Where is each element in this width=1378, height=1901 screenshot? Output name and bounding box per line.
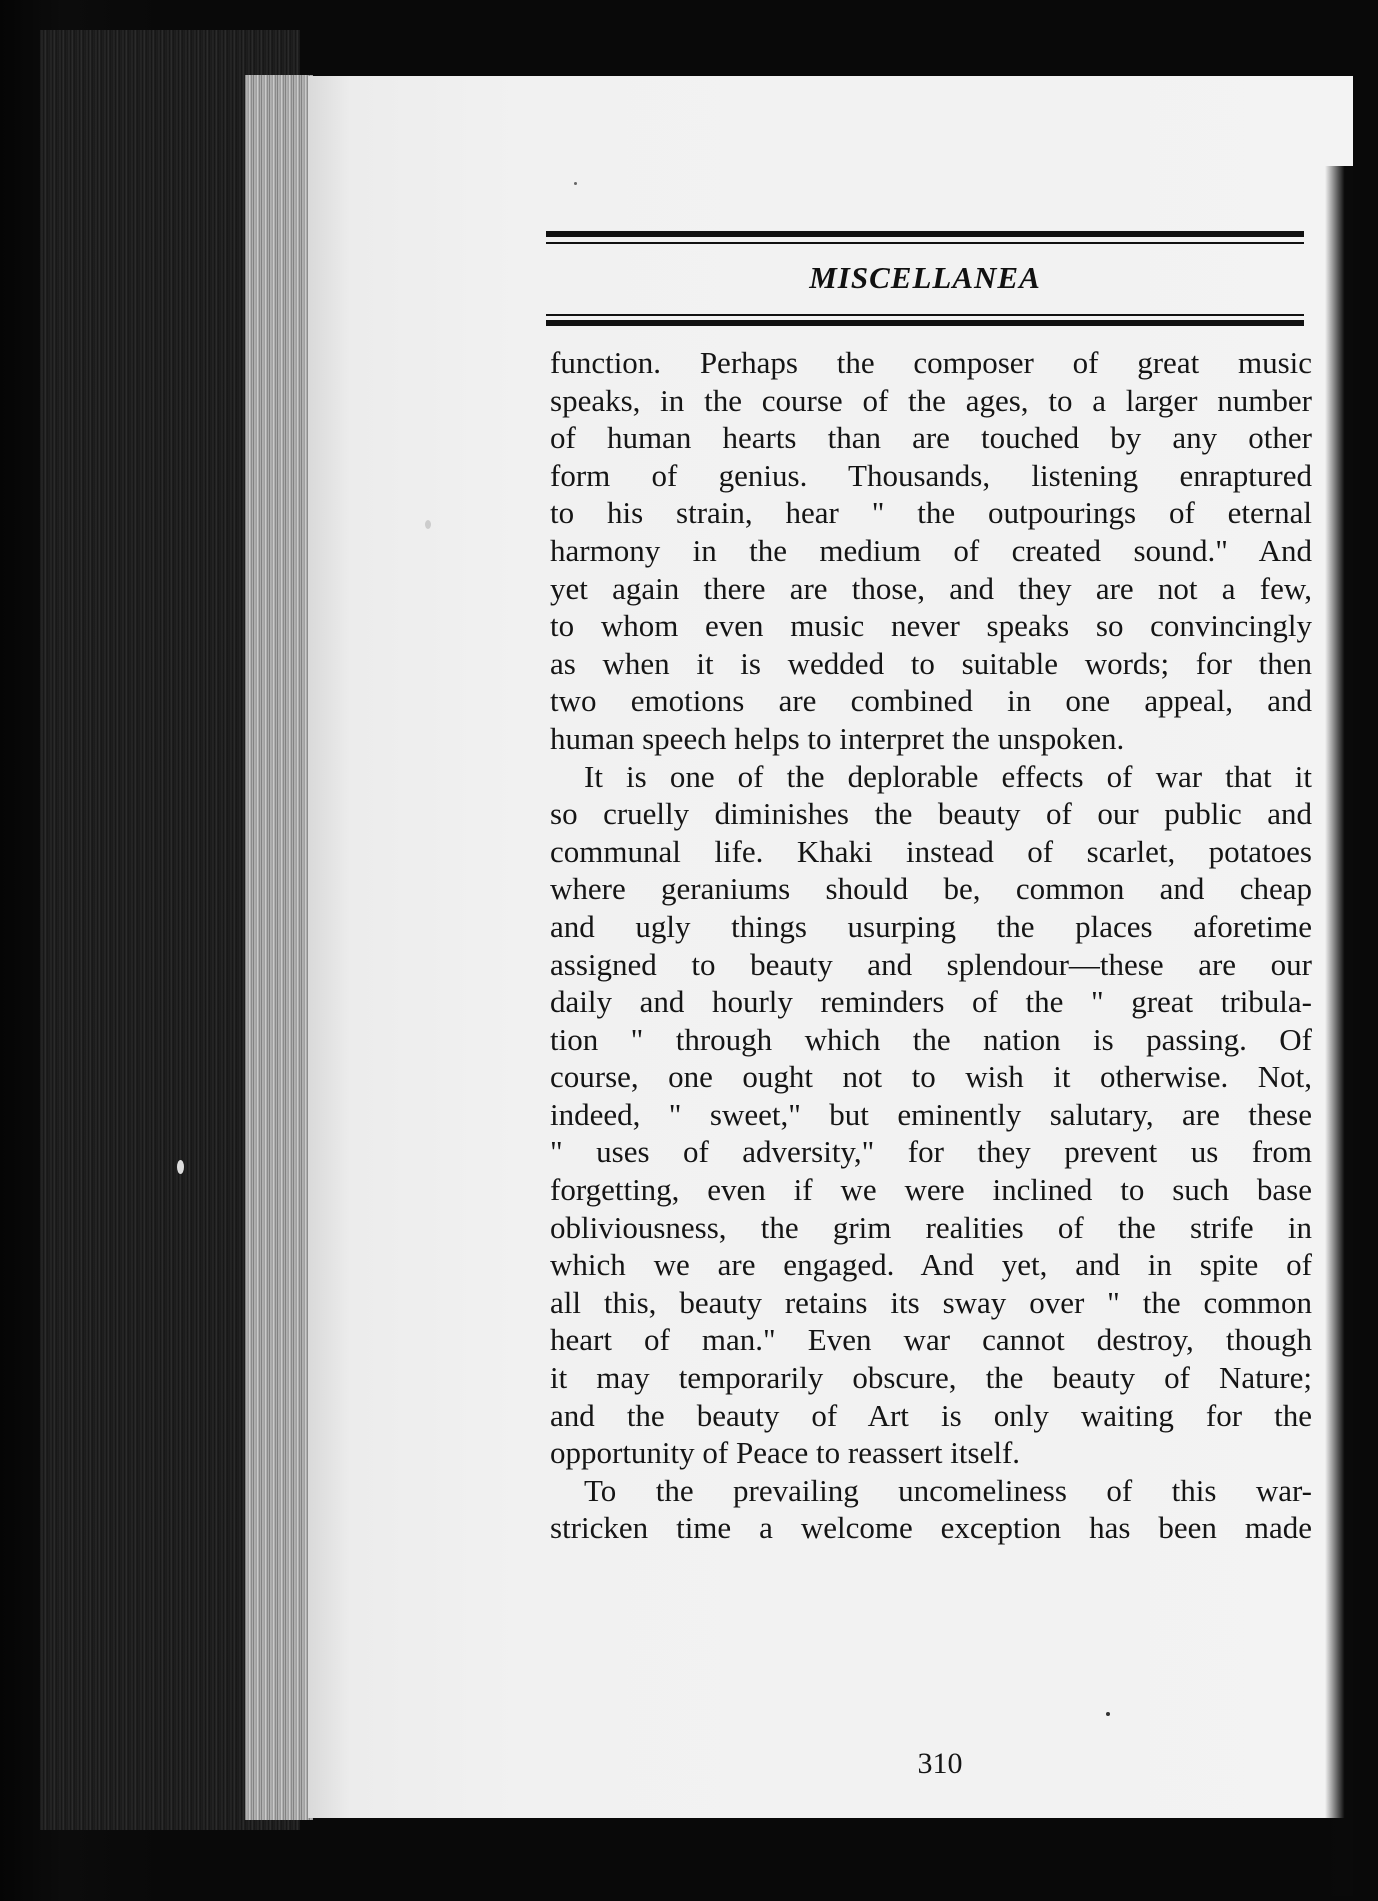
page-edges xyxy=(245,75,313,1820)
text-line: obliviousness, the grim realities of the strife in xyxy=(550,1209,1312,1245)
text-line: to his strain, hear " the outpourings of eternal xyxy=(550,495,1312,531)
text-line: which we are engaged. And yet, and in spite of xyxy=(550,1247,1312,1283)
text-line: stricken time a welcome exception has been made xyxy=(550,1510,1312,1546)
text-line: so cruelly diminishes the beauty of our public and xyxy=(550,796,1312,832)
running-head: MISCELLANEA xyxy=(809,260,1041,295)
text-line: speaks, in the course of the ages, to a larger number xyxy=(550,382,1312,418)
dust-speck xyxy=(1106,1712,1110,1716)
text-line: forgetting, even if we were inclined to such base xyxy=(550,1172,1312,1208)
text-line: opportunity of Peace to reassert itself. xyxy=(550,1435,1021,1471)
text-line: it may temporarily obscure, the beauty of Nature; xyxy=(550,1360,1312,1396)
dust-speck xyxy=(177,1160,184,1174)
text-line: communal life. Khaki instead of scarlet, potatoes xyxy=(550,833,1312,869)
text-line: assigned to beauty and splendour—these are our xyxy=(550,946,1312,982)
text-line: and ugly things usurping the places aforetime xyxy=(550,908,1312,944)
text-line: and the beauty of Art is only waiting for the xyxy=(550,1397,1312,1433)
text-line: two emotions are combined in one appeal, and xyxy=(550,683,1312,719)
dust-speck xyxy=(425,520,431,529)
text-line: form of genius. Thousands, listening enraptured xyxy=(550,457,1312,493)
paragraph xyxy=(550,1472,1312,1547)
header-rule-top-thin xyxy=(546,242,1304,244)
text-line: " uses of adversity," for they prevent us from xyxy=(550,1134,1312,1170)
text-line: to whom even music never speaks so convincingly xyxy=(550,608,1312,644)
header-rule-bottom-thin xyxy=(546,314,1304,316)
text-line: human speech helps to interpret the unspoken. xyxy=(550,720,1125,756)
page-gutter-shadow xyxy=(1325,166,1353,1896)
page-number: 310 xyxy=(917,1747,963,1780)
header-rule-top xyxy=(546,231,1304,237)
text-line: heart of man." Even war cannot destroy, though xyxy=(550,1322,1312,1358)
text-line: indeed, " sweet," but eminently salutary, are these xyxy=(550,1096,1312,1132)
text-line: as when it is wedded to suitable words; for then xyxy=(550,645,1312,681)
text-line: tion " through which the nation is passing. Of xyxy=(550,1021,1312,1057)
text-line: harmony in the medium of created sound." And xyxy=(550,532,1312,568)
text-line: course, one ought not to wish it otherwise. Not, xyxy=(550,1059,1312,1095)
text-line: daily and hourly reminders of the " great tribula- xyxy=(550,984,1312,1020)
text-line: all this, beauty retains its sway over " the common xyxy=(550,1284,1312,1320)
dust-speck xyxy=(574,182,577,185)
text-line: of human hearts than are touched by any other xyxy=(550,420,1312,456)
text-line: yet again there are those, and they are not a few, xyxy=(550,570,1312,606)
header-rule-bottom xyxy=(546,320,1304,326)
text-line: function. Perhaps the composer of great music xyxy=(550,345,1312,380)
paragraph xyxy=(550,344,1312,758)
paragraph xyxy=(550,758,1312,1472)
text-line: To the prevailing uncomeliness of this war- xyxy=(584,1472,1312,1508)
text-line: where geraniums should be, common and cheap xyxy=(550,871,1312,907)
text-line: It is one of the deplorable effects of war that it xyxy=(584,758,1312,794)
body-text xyxy=(550,344,1312,1547)
